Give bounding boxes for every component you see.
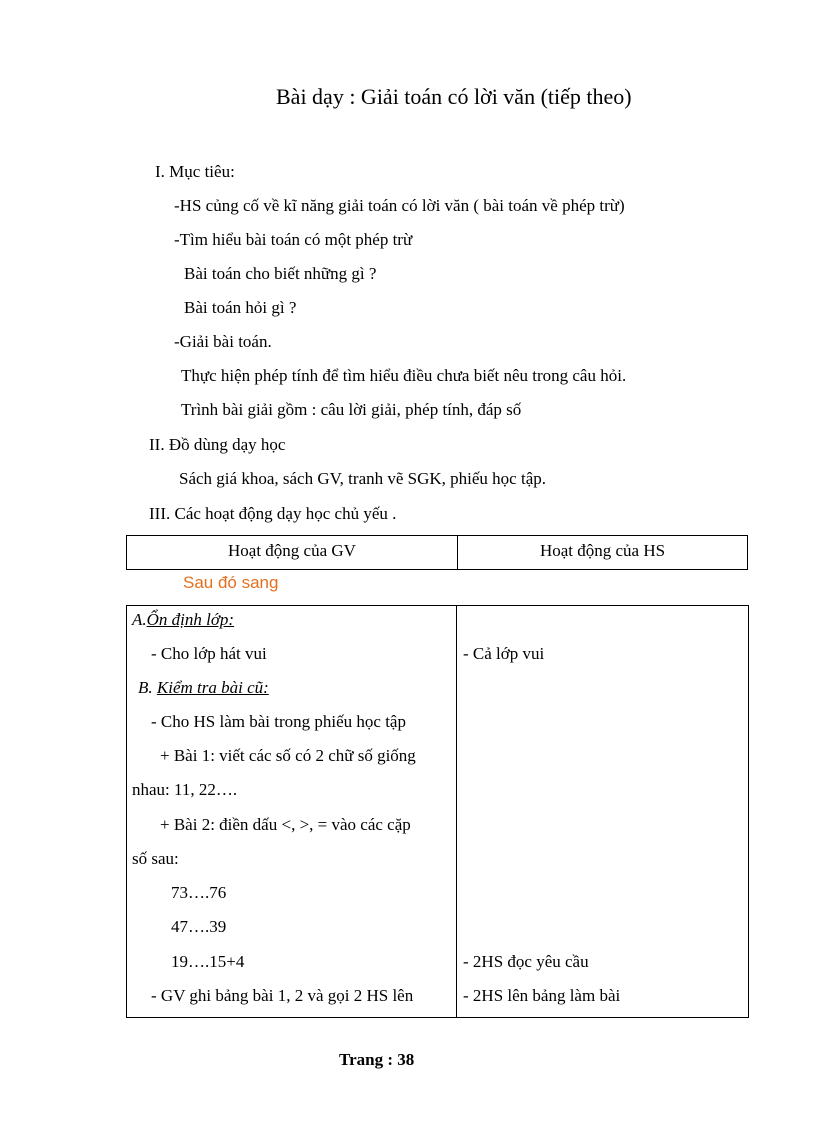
objective-line: -Tìm hiểu bài toán có một phép trừ: [174, 230, 413, 249]
section-a-prefix: A.: [132, 610, 147, 629]
orange-note: Sau đó sang: [183, 573, 279, 592]
objective-line: -HS củng cố về kĩ năng giải toán có lời văn ( bài toán về phép trừ): [174, 196, 625, 215]
teacher-step: + Bài 2: điền dấu <, >, = vào các cặp: [160, 815, 411, 834]
materials-line: Sách giá khoa, sách GV, tranh vẽ SGK, phiếu học tập.: [179, 469, 546, 488]
page-title: Bài dạy : Giải toán có lời văn (tiếp theo): [276, 84, 632, 109]
teacher-step: + Bài 1: viết các số có 2 chữ số giống: [160, 746, 416, 765]
objective-line: Thực hiện phép tính để tìm hiểu điều chưa biết nêu trong câu hỏi.: [181, 366, 627, 385]
header-student-activity: Hoạt động của HS: [539, 541, 666, 560]
comparison-item: 73….76: [171, 883, 227, 902]
section-a-heading: [132, 610, 234, 630]
comparison-item: 19….15+4: [171, 952, 245, 971]
section-3-heading: III. Các hoạt động dạy học chủ yếu .: [149, 504, 397, 523]
section-b-prefix: B.: [138, 678, 157, 697]
teacher-step: - GV ghi bảng bài 1, 2 và gọi 2 HS lên: [151, 986, 414, 1005]
activity-table-body: [126, 605, 749, 1018]
section-2-heading: II. Đồ dùng dạy học: [149, 435, 286, 454]
student-step: - Cả lớp vui: [463, 644, 545, 663]
header-teacher-activity: Hoạt động của GV: [228, 541, 356, 560]
teacher-step: - Cho lớp hát vui: [151, 644, 267, 663]
objective-line: Trình bài giải gồm : câu lời giải, phép tính, đáp số: [181, 400, 522, 419]
section-b-heading: [138, 678, 269, 698]
student-step: - 2HS đọc yêu cầu: [463, 952, 589, 971]
page-number: Trang : 38: [339, 1050, 415, 1069]
teacher-step: số sau:: [132, 849, 179, 868]
objective-line: -Giải bài toán.: [174, 332, 272, 351]
activity-table-header: [126, 535, 748, 570]
teacher-step: - Cho HS làm bài trong phiếu học tập: [151, 712, 406, 731]
objective-line: Bài toán cho biết những gì ?: [184, 264, 377, 283]
column-divider: [456, 606, 457, 1017]
objective-line: Bài toán hỏi gì ?: [184, 298, 297, 317]
section-a-title: Ổn định lớp:: [146, 610, 235, 629]
section-1-heading: I. Mục tiêu:: [155, 162, 235, 181]
comparison-item: 47….39: [171, 917, 227, 936]
student-step: - 2HS lên bảng làm bài: [463, 986, 621, 1005]
section-b-title: Kiểm tra bài cũ:: [156, 678, 269, 697]
teacher-step: nhau: 11, 22….: [132, 780, 238, 799]
